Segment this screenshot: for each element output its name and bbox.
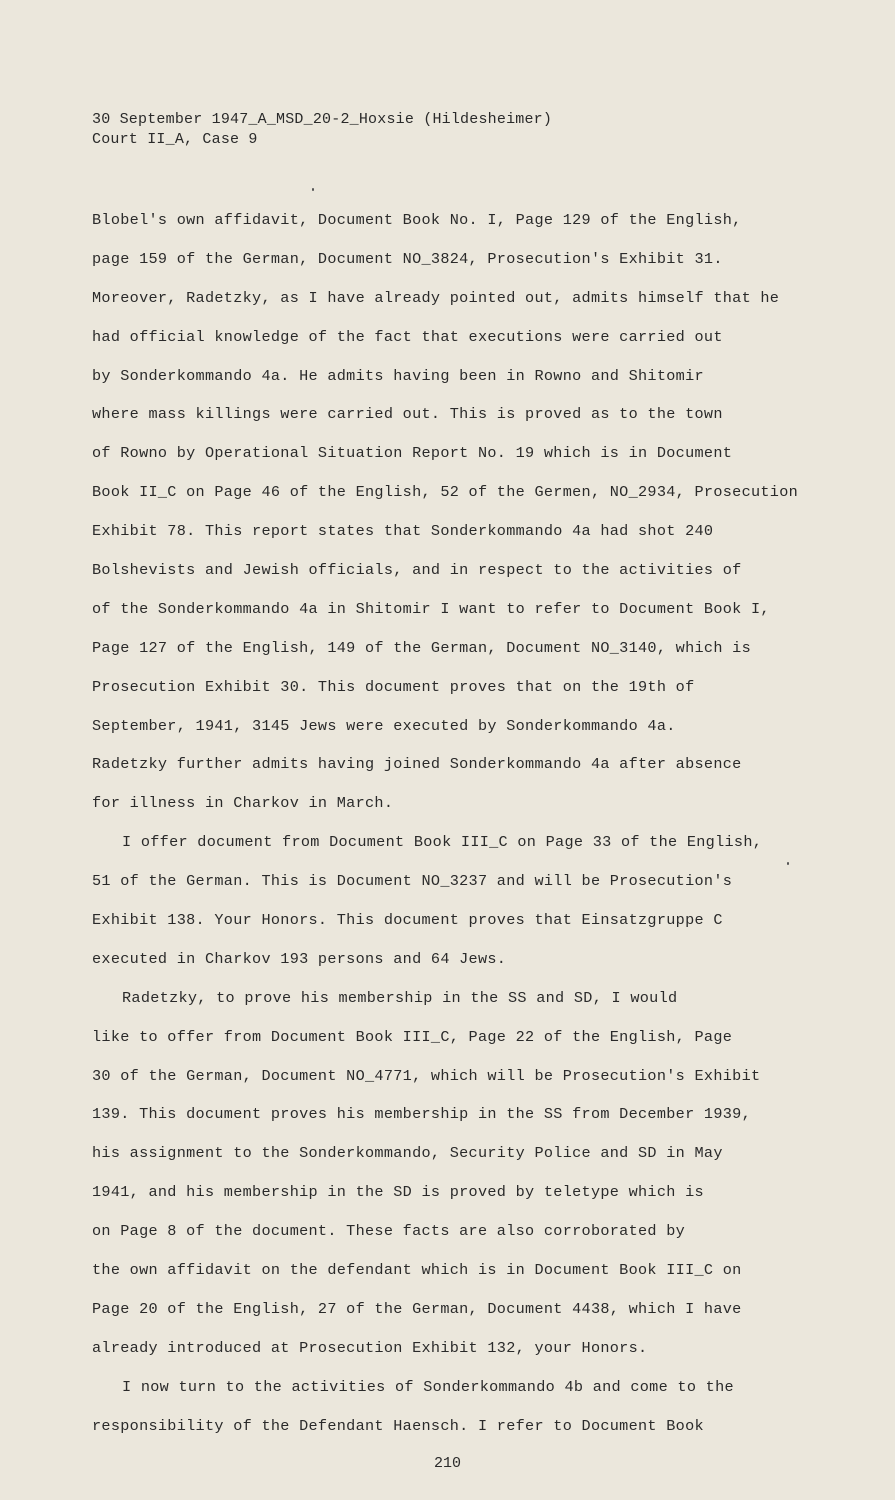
text-line: Page 20 of the English, 27 of the German, Document 4438, which I have [92,1299,742,1318]
header-line-1: 30 September 1947_A_MSD_20-2_Hoxsie (Hildesheimer) [92,111,553,128]
text-line: for illness in Charkov in March. [92,794,394,813]
text-line: Radetzky, to prove his membership in the SS and SD, I would [122,988,678,1007]
text-line: Bolshevists and Jewish officials, and in respect to the activities of [92,561,742,580]
text-line: Exhibit 138. Your Honors. This document proves that Einsatzgruppe C [92,911,723,930]
text-line: Radetzky further admits having joined Sonderkommando 4a after absence [92,755,742,774]
text-line: responsibility of the Defendant Haensch. I refer to Document Book [92,1416,704,1435]
text-line: page 159 of the German, Document NO_3824, Prosecution's Exhibit 31. [92,249,723,268]
text-line: 139. This document proves his membership in the SS from December 1939, [92,1105,751,1124]
document-header [92,110,552,150]
text-line: of the Sonderkommando 4a in Shitomir I want to refer to Document Book I, [92,599,770,618]
text-line: executed in Charkov 193 persons and 64 Jews. [92,949,507,968]
text-line: 1941, and his membership in the SD is proved by teletype which is [92,1183,704,1202]
text-line: September, 1941, 3145 Jews were executed by Sonderkommando 4a. [92,716,676,735]
text-line: 30 of the German, Document NO_4771, which will be Prosecution's Exhibit [92,1066,761,1085]
text-line: Exhibit 78. This report states that Sonderkommando 4a had shot 240 [92,522,714,541]
text-line: Moreover, Radetzky, as I have already pointed out, admits himself that he [92,288,780,307]
text-line: Book II_C on Page 46 of the English, 52 of the Germen, NO_2934, Prosecution [92,483,799,502]
text-line: his assignment to the Sonderkommando, Security Police and SD in May [92,1144,723,1163]
page-number: 210 [433,1455,461,1472]
text-line: Blobel's own affidavit, Document Book No. I, Page 129 of the English, [92,211,742,229]
paragraph [92,979,832,1368]
text-line: the own affidavit on the defendant which is in Document Book III_C on [92,1261,742,1280]
text-line: 51 of the German. This is Document NO_3237 and will be Prosecution's [92,872,733,891]
text-line: like to offer from Document Book III_C, Page 22 of the English, Page [92,1027,733,1046]
text-line: by Sonderkommando 4a. He admits having been in Rowno and Shitomir [92,366,704,385]
text-line: I now turn to the activities of Sonderkommando 4b and come to the [122,1377,734,1396]
text-line: where mass killings were carried out. This is proved as to the town [92,405,723,424]
text-line: Page 127 of the English, 149 of the German, Document NO_3140, which is [92,638,751,657]
paragraph [92,201,832,823]
text-line: had official knowledge of the fact that executions were carried out [92,327,723,346]
text-line: Prosecution Exhibit 30. This document proves that on the 19th of [92,677,695,696]
header-line-2: Court II_A, Case 9 [92,131,258,148]
text-line: on Page 8 of the document. These facts are also corroborated by [92,1222,686,1241]
text-line: already introduced at Prosecution Exhibit 132, your Honors. [92,1338,648,1357]
paper-speck [312,188,314,191]
text-line: I offer document from Document Book III_C on Page 33 of the English, [122,833,763,852]
paragraph [92,1368,832,1446]
transcript-body [92,201,832,1446]
paragraph [92,823,832,979]
text-line: of Rowno by Operational Situation Report No. 19 which is in Document [92,444,733,463]
